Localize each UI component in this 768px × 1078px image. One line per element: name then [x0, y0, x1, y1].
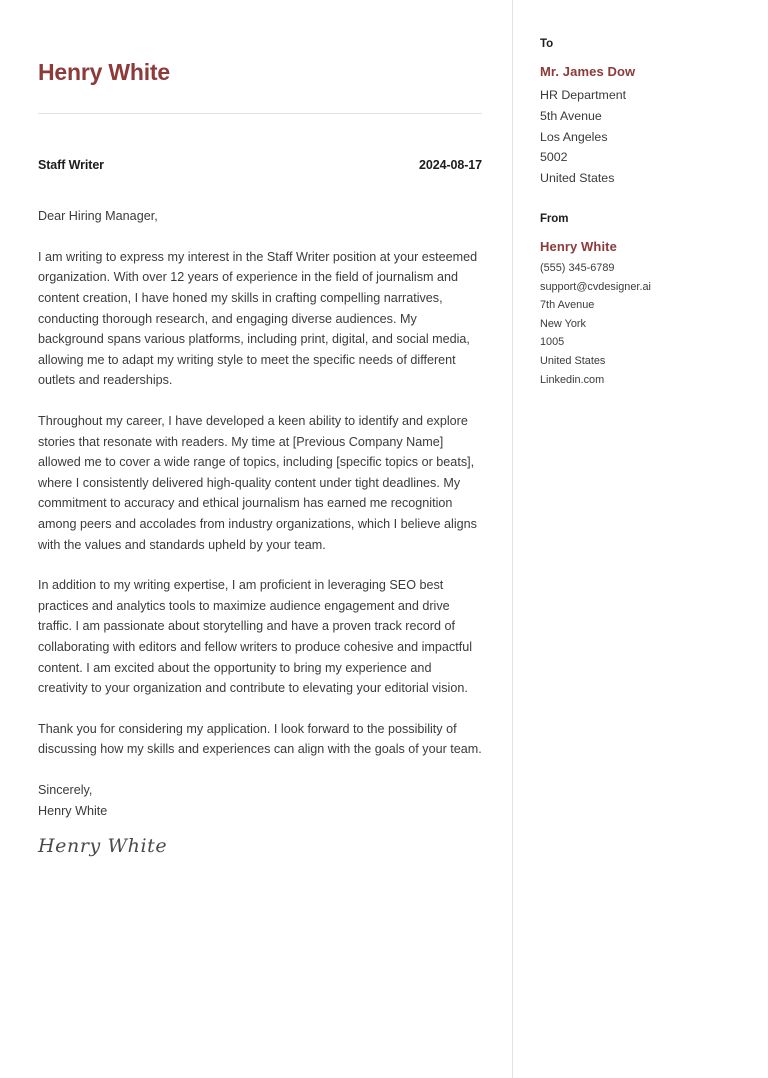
sender-address-line: United States	[540, 354, 606, 367]
body-paragraph-4: Thank you for considering my application. I look forward to the possibility of discussing how my skills and experiences can align with the goals of your team.	[38, 721, 482, 757]
recipient-heading: To	[540, 38, 553, 50]
sender-address-line: 1005	[540, 336, 565, 349]
sender-email[interactable]: support@cvdesigner.ai	[540, 280, 651, 293]
recipient-address-line: HR Department	[540, 88, 627, 102]
recipient-address-line: 5th Avenue	[540, 108, 602, 123]
letter-body	[38, 206, 484, 858]
sender-heading: From	[540, 212, 569, 225]
body-paragraph-3: In addition to my writing expertise, I am proficient in leveraging SEO best practices and analytics tools to maximize audience engagement and drive traffic. I am passionate about storytelling and have a proven track record of collaborating with editors and fellow writers to produce cohesive and impactful content. I am excited about the opportunity to bring my experience and creativity to your organization and contribute to elevating your editorial vision.	[38, 578, 473, 696]
sender-linkedin[interactable]: Linkedin.com	[540, 373, 605, 386]
sender-address-line: 7th Avenue	[540, 299, 595, 312]
recipient-name: Mr. James Dow	[540, 64, 636, 79]
closing-phrase: Sincerely,	[38, 782, 93, 797]
letter-meta-row	[38, 158, 482, 172]
recipient-section	[540, 38, 748, 189]
recipient-address-line: 5002	[540, 150, 568, 165]
contact-sidebar	[512, 0, 768, 1078]
body-paragraph-1: I am writing to express my interest in the Staff Writer position at your esteemed organization. With over 12 years of experience in the field of journalism and content creation, I have honed my skills in crafting compelling narratives, conducting thorough research, and engaging diverse audiences. My background spans various platforms, including print, digital, and social media, allowing me to adapt my writing style to meet the specific needs of different outlets and readerships.	[38, 249, 478, 388]
sender-name: Henry White	[540, 238, 617, 254]
header-divider	[38, 113, 482, 114]
closing-block	[38, 780, 484, 821]
salutation: Dear Hiring Manager,	[38, 209, 158, 224]
job-title: Staff Writer	[38, 158, 104, 173]
sender-phone: (555) 345-6789	[540, 261, 615, 274]
body-paragraph-2: Throughout my career, I have developed a keen ability to identify and explore stories that resonate with readers. My time at [Previous Company Name] allowed me to cover a wide range of topics, including [specific topics or beats], where I consistently delivered high-quality content under tight deadlines. My commitment to accuracy and ethical journalism has earned me recognition among peers and accolades from industry organizations, which I believe aligns with the values and standards upheld by your team.	[38, 414, 477, 552]
sender-section	[540, 213, 748, 389]
letter-date: 2024-08-17	[419, 158, 482, 173]
page-title: Henry White	[38, 59, 170, 85]
closing-name: Henry White	[38, 803, 108, 818]
recipient-address-line: United States	[540, 171, 615, 186]
sender-address-line: New York	[540, 317, 587, 330]
recipient-address-line: Los Angeles	[540, 129, 608, 144]
signature: Henry White	[38, 835, 168, 858]
